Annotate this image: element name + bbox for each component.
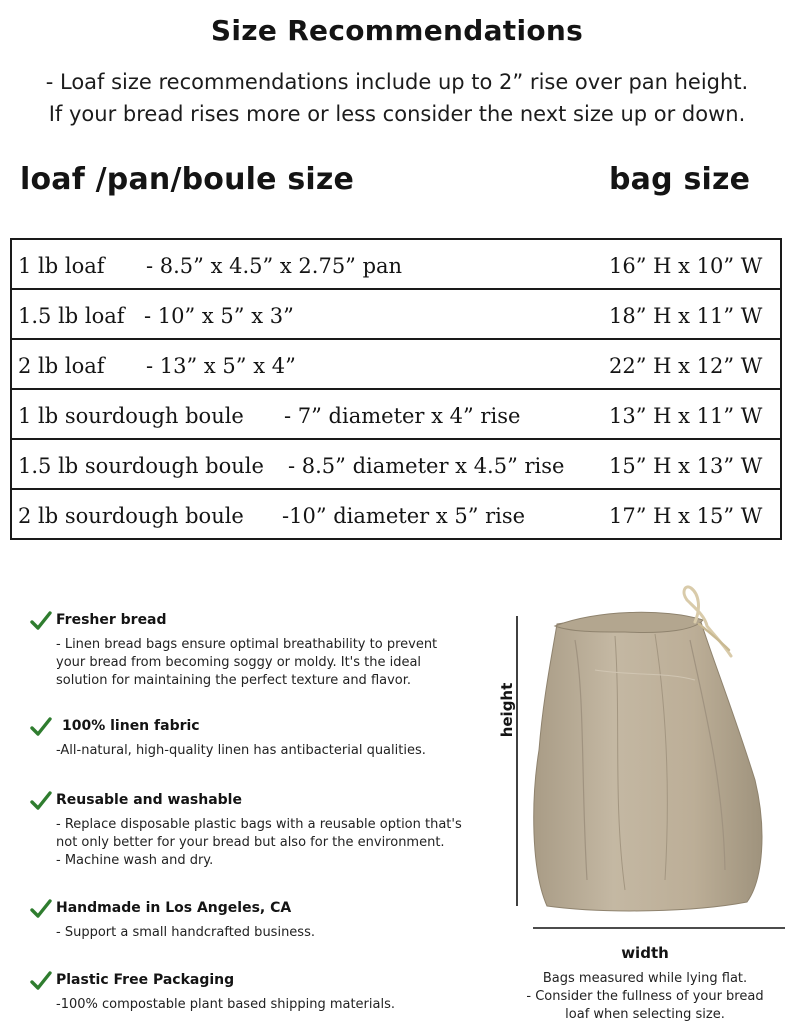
- feature-title: Plastic Free Packaging: [56, 972, 235, 988]
- feature-line: your bread from becoming soggy or moldy. It's the ideal: [56, 655, 422, 670]
- bag-size: 22” H x 12” W: [609, 354, 763, 378]
- loaf-name: 1.5 lb sourdough boule: [18, 454, 264, 478]
- bag-body: [534, 617, 762, 911]
- feature-line: - Linen bread bags ensure optimal breathability to prevent: [56, 637, 438, 652]
- loaf-dimensions: - 7” diameter x 4” rise: [284, 404, 521, 428]
- feature-title: Reusable and washable: [56, 792, 242, 808]
- table-row: [10, 488, 782, 540]
- bag-size-header: bag size: [609, 162, 751, 197]
- table-row: [10, 338, 782, 390]
- feature-title: Fresher bread: [56, 612, 167, 628]
- checkmark-icon: [30, 716, 52, 738]
- intro-line-1: - Loaf size recommendations include up to 2” rise over pan height.: [45, 70, 749, 94]
- feature-description: [56, 996, 486, 1014]
- checkmark-icon: [30, 898, 52, 920]
- measurement-caption: [505, 970, 785, 1024]
- loaf-dimensions: - 13” x 5” x 4”: [146, 354, 296, 378]
- loaf-name: 1 lb sourdough boule: [18, 404, 244, 428]
- loaf-name: 2 lb sourdough boule: [18, 504, 244, 528]
- loaf-name: 1 lb loaf: [18, 254, 105, 278]
- bag-gathered-top: [555, 612, 703, 632]
- caption-line: loaf when selecting size.: [565, 1007, 725, 1022]
- feature-line: -100% compostable plant based shipping materials.: [56, 997, 395, 1012]
- page-title: Size Recommendations: [210, 14, 584, 47]
- loaf-dimensions: -10” diameter x 5” rise: [282, 504, 526, 528]
- height-label: height: [498, 682, 516, 738]
- table-row: [10, 238, 782, 290]
- loaf-size-header: loaf /pan/boule size: [20, 162, 355, 197]
- loaf-dimensions: - 8.5” diameter x 4.5” rise: [288, 454, 565, 478]
- bag-size: 18” H x 11” W: [609, 304, 763, 328]
- bag-size: 13” H x 11” W: [609, 404, 763, 428]
- loaf-dimensions: - 10” x 5” x 3”: [144, 304, 294, 328]
- table-row: [10, 288, 782, 340]
- checkmark-icon: [30, 790, 52, 812]
- feature-description: [56, 742, 486, 760]
- size-table: [10, 238, 782, 540]
- feature-line: solution for maintaining the perfect texture and flavor.: [56, 673, 412, 688]
- width-label: width: [621, 944, 669, 962]
- loaf-dimensions: - 8.5” x 4.5” x 2.75” pan: [146, 254, 403, 278]
- bag-size: 17” H x 15” W: [609, 504, 763, 528]
- feature-description: [56, 636, 486, 690]
- intro-line-2: If your bread rises more or less consider the next size up or down.: [48, 102, 746, 126]
- feature-line: -All-natural, high-quality linen has antibacterial qualities.: [56, 743, 426, 758]
- bag-size: 15” H x 13” W: [609, 454, 763, 478]
- checkmark-icon: [30, 610, 52, 632]
- loaf-name: 2 lb loaf: [18, 354, 105, 378]
- table-row: [10, 438, 782, 490]
- feature-title: Handmade in Los Angeles, CA: [56, 900, 292, 916]
- feature-description: [56, 924, 486, 942]
- feature-title: 100% linen fabric: [62, 718, 200, 734]
- intro-text: [0, 66, 794, 130]
- bag-size: 16” H x 10” W: [609, 254, 763, 278]
- feature-line: - Support a small handcrafted business.: [56, 925, 315, 940]
- caption-line: Bags measured while lying flat.: [542, 971, 748, 986]
- feature-line: - Machine wash and dry.: [56, 853, 214, 868]
- loaf-name: 1.5 lb loaf: [18, 304, 125, 328]
- caption-line: - Consider the fullness of your bread: [526, 989, 764, 1004]
- table-row: [10, 388, 782, 440]
- feature-line: not only better for your bread but also for the environment.: [56, 835, 445, 850]
- feature-description: [56, 816, 486, 870]
- feature-line: - Replace disposable plastic bags with a reusable option that's: [56, 817, 462, 832]
- checkmark-icon: [30, 970, 52, 992]
